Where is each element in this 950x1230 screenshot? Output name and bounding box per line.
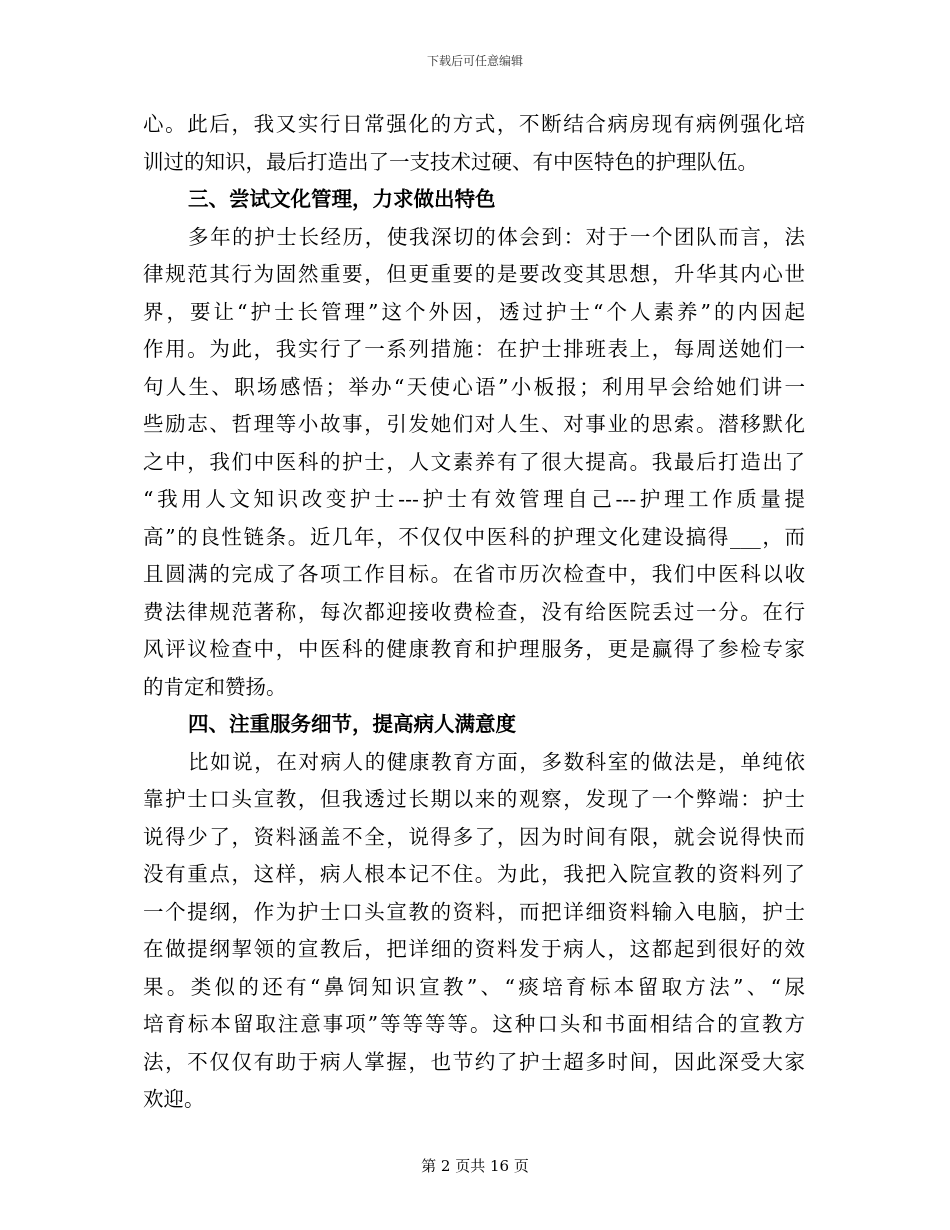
paragraph-line: 些励志、哲理等小故事，引发她们对人生、对事业的思索。潜移默化 (143, 412, 805, 436)
paragraph-line: 界，要让“护士长管理”这个外因，透过护士“个人素养”的内因起 (143, 299, 805, 324)
paragraph-line: 在做提纲挈领的宣教后，把详细的资料发于病人，这都起到很好的效 (143, 937, 805, 961)
paragraph-line: 没有重点，这样，病人根本记不住。为此，我把入院宣教的资料列了 (143, 862, 805, 886)
paragraph-line: 句人生、职场感悟；举办“天使心语”小板报；利用早会给她们讲一 (143, 374, 805, 399)
paragraph-line: 之中，我们中医科的护士，人文素养有了很大提高。我最后打造出了 (143, 449, 805, 474)
paragraph-line: 的肯定和赞扬。 (143, 674, 287, 699)
section-heading: 三、尝试文化管理，力求做出特色 (188, 187, 496, 211)
paragraph-line: 风评议检查中，中医科的健康教育和护理服务，更是赢得了参检专家 (143, 637, 805, 661)
paragraph-line: 费法律规范著称，每次都迎接收费检查，没有给医院丢过一分。在行 (143, 599, 805, 624)
paragraph-line: 比如说，在对病人的健康教育方面，多数科室的做法是，单纯依 (188, 749, 805, 774)
paragraph-line: 培育标本留取注意事项”等等等等。这种口头和书面相结合的宣教方 (143, 1012, 805, 1036)
page-header: 下载后可任意编辑 (426, 54, 523, 68)
document-body (143, 106, 805, 1119)
page-footer: 第 2 页共 16 页 (421, 1157, 529, 1175)
paragraph-line: 欢迎。 (143, 1087, 205, 1111)
paragraph-line: 法，不仅仅有助于病人掌握，也节约了护士超多时间，因此深受大家 (143, 1049, 805, 1074)
paragraph-line: 一个提纲，作为护士口头宣教的资料，而把详细资料输入电脑，护士 (143, 899, 805, 924)
paragraph-line: 多年的护士长经历，使我深切的体会到：对于一个团队而言，法 (188, 224, 805, 249)
paragraph-line: 且圆满的完成了各项工作目标。在省市历次检查中，我们中医科以收 (143, 562, 805, 586)
paragraph-line: “我用人文知识改变护士---护士有效管理自己---护理工作质量提 (143, 487, 805, 511)
paragraph-line: 靠护士口头宣教，但我透过长期以来的观察，发现了一个弊端：护士 (143, 787, 805, 811)
paragraph-line: 作用。为此，我实行了一系列措施：在护士排班表上，每周送她们一 (143, 337, 805, 361)
paragraph-line: 心。此后，我又实行日常强化的方式，不断结合病房现有病例强化培 (143, 112, 805, 136)
paragraph-line: 果。类似的还有“鼻饲知识宣教”、“痰培育标本留取方法”、“尿 (143, 974, 805, 999)
paragraph-line: 说得少了，资料涵盖不全，说得多了，因为时间有限，就会说得快而 (143, 824, 805, 849)
paragraph-line: 律规范其行为固然重要，但更重要的是要改变其思想，升华其内心世 (143, 262, 805, 286)
paragraph-line: 训过的知识，最后打造出了一支技术过硬、有中医特色的护理队伍。 (143, 149, 758, 174)
section-heading: 四、注重服务细节，提高病人满意度 (188, 712, 516, 736)
paragraph-line: 高”的良性链条。近几年，不仅仅中医科的护理文化建设搞得___，而 (143, 524, 805, 549)
